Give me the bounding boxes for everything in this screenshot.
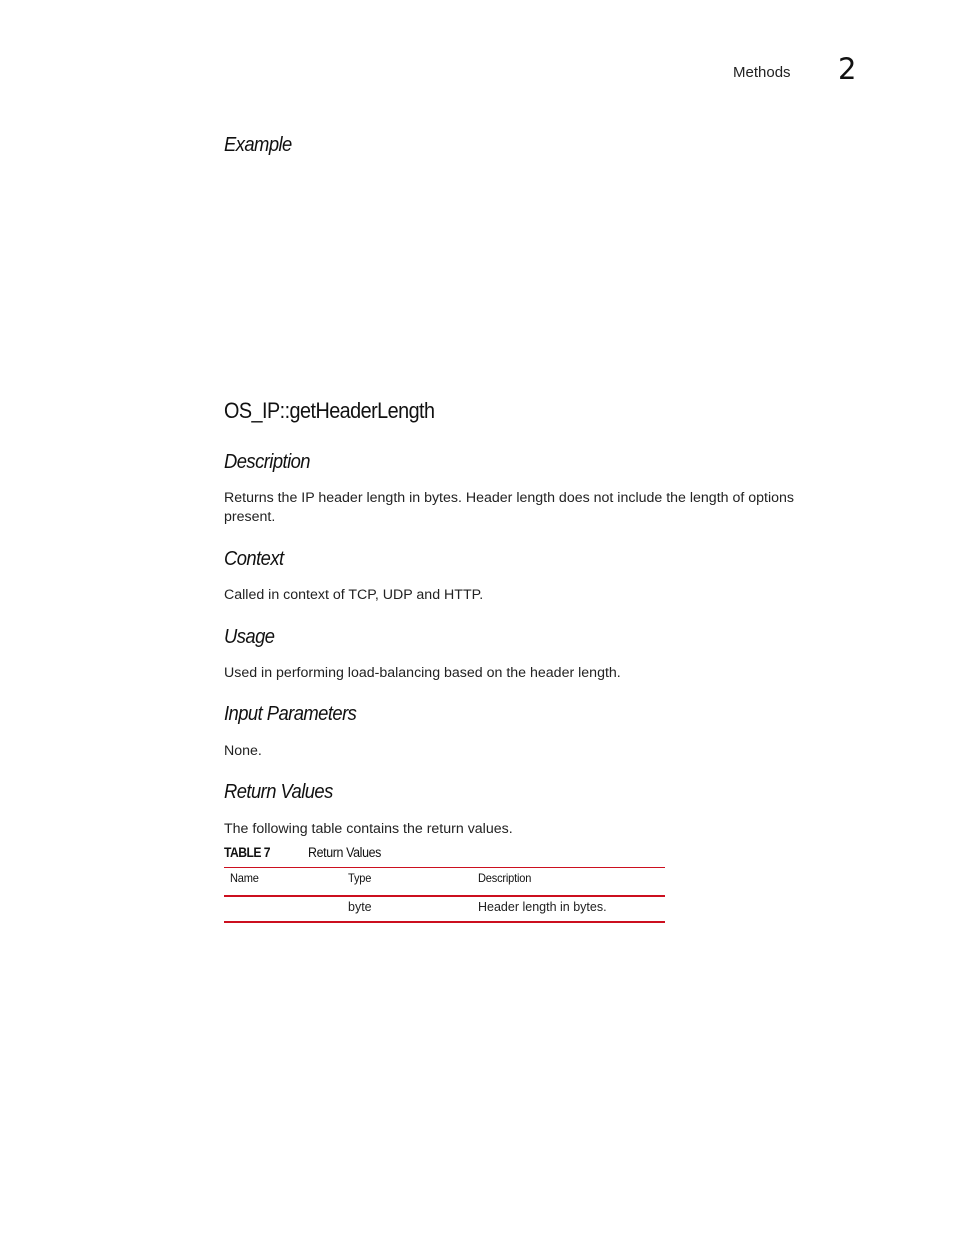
table-header-type: Type <box>348 871 372 885</box>
usage-text: Used in performing load-balancing based on the header length. <box>224 665 621 681</box>
example-heading: Example <box>224 134 292 156</box>
context-text: Called in context of TCP, UDP and HTTP. <box>224 587 484 603</box>
description-text <box>224 489 834 527</box>
method-title: OS_IP::getHeaderLength <box>224 398 435 423</box>
table-caption-title: Return Values <box>308 845 382 860</box>
description-line-1: Returns the IP header length in bytes. Header length does not include the length of options <box>224 490 794 506</box>
usage-heading: Usage <box>224 626 275 648</box>
context-heading: Context <box>224 548 284 570</box>
table-top-rule <box>224 867 665 868</box>
description-line-2: present. <box>224 509 276 525</box>
running-header-section: Methods <box>733 64 791 81</box>
table-header-name: Name <box>230 871 259 885</box>
table-header-description: Description <box>478 871 532 885</box>
description-heading: Description <box>224 451 310 473</box>
chapter-number: 2 <box>838 52 857 86</box>
table-row-type: byte <box>348 900 372 914</box>
table-header-rule <box>224 895 665 897</box>
table-bottom-rule <box>224 921 665 923</box>
input-parameters-text: None. <box>224 743 262 759</box>
return-values-heading: Return Values <box>224 781 333 803</box>
table-caption-number: TABLE 7 <box>224 845 270 860</box>
input-parameters-heading: Input Parameters <box>224 703 357 725</box>
return-values-text: The following table contains the return values. <box>224 821 513 837</box>
table-row-description: Header length in bytes. <box>478 900 607 914</box>
